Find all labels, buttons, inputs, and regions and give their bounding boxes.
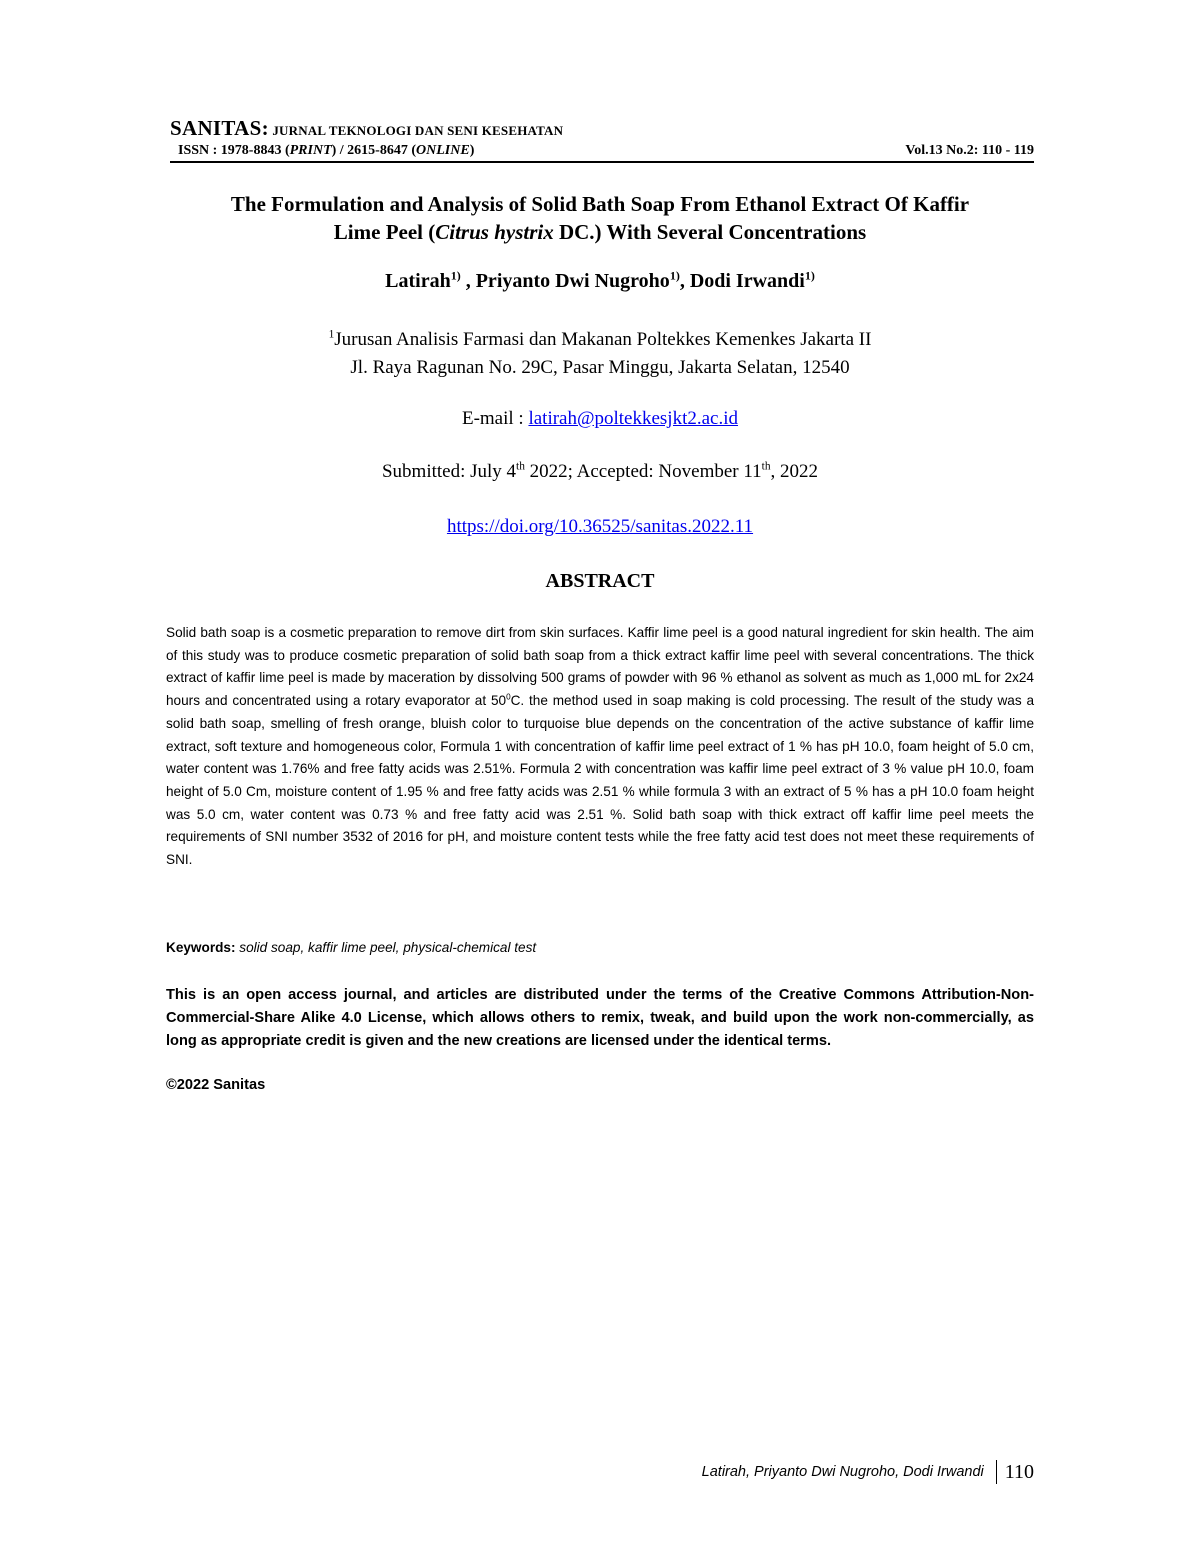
paper-title: [150, 190, 1050, 246]
affiliation-sup: 1: [328, 328, 335, 341]
issn: [178, 143, 474, 159]
issn-row: [170, 143, 1034, 159]
email-label: E-mail :: [461, 408, 529, 429]
journal-name: SANITAS:: [170, 116, 269, 140]
license-statement: This is an open access journal, and articles are distributed under the terms of the Creative Commons Attribution-Non-Commercial-Share Alike 4.0 License, which allows others to remix, tweak, and build upon the work non-commercially, as long as appropriate credit is given and the new creations are licensed under the identical terms.: [166, 987, 1034, 1049]
doi-link[interactable]: https://doi.org/10.36525/sanitas.2022.11: [446, 516, 754, 537]
doi-line: [150, 516, 1050, 538]
author-3-sup: 1): [804, 268, 815, 283]
footer-authors: Latirah, Priyanto Dwi Nugroho, Dodi Irwandi: [701, 1464, 984, 1480]
author-2: Priyanto Dwi Nugroho: [475, 270, 670, 292]
author-1-sup: 1): [450, 268, 461, 283]
issn-print: ISSN : 1978-8843 (: [178, 143, 290, 158]
author-1: Latirah: [385, 270, 451, 292]
journal-subtitle: JURNAL TEKNOLOGI DAN SENI KESEHATAN: [268, 123, 564, 138]
abstract-body: [166, 622, 1034, 872]
author-sep-1: ,: [460, 270, 476, 292]
affiliation: [150, 326, 1050, 382]
abstract-heading: ABSTRACT: [545, 570, 655, 592]
header-divider: [170, 161, 1034, 163]
journal-header: [170, 116, 1034, 163]
submission-dates: [150, 461, 1050, 483]
page-number: 110: [1004, 1460, 1034, 1483]
journal-title-line: [170, 116, 1034, 141]
author-2-sup: 1): [669, 268, 680, 283]
authors: [150, 270, 1050, 293]
title-line-2-end: DC.) With Several Concentrations: [553, 220, 867, 244]
accepted-date: 2022; Accepted: November 11: [524, 461, 762, 482]
page-footer: [702, 1460, 1034, 1484]
accepted-year: , 2022: [770, 461, 819, 482]
affiliation-address: Jl. Raya Ragunan No. 29C, Pasar Minggu, Jakarta Selatan, 12540: [350, 357, 850, 378]
email-link[interactable]: latirah@poltekkesjkt2.ac.id: [528, 408, 739, 429]
email-line: [150, 408, 1050, 430]
abstract-text-2: C. the method used in soap making is cold processing. The result of the study was a solid bath soap, smelling of fresh orange, bluish color to turquoise blue depends on the concentration of the active substance of kaffir lime extract, soft texture and homogeneous color, Formula 1 with concentration of kaffir lime peel extract of 1 % has pH 10.0, foam height of 5.0 cm, water content was 1.76% and free fatty acids was 2.51%. Formula 2 with concentration was kaffir lime peel extract of 3 % value pH 10.0, foam height of 5.0 Cm, moisture content of 1.95 % and free fatty acids was 2.51 % while formula 3 with an extract of 5 % has a pH 10.0 foam height was 5.0 cm, water content was 0.73 % and free fatty acid was 2.51 %. Solid bath soap with thick extract off kaffir lime peel meets the requirements of SNI number 3532 of 2016 for pH, and moisture content tests while the free fatty acid test does not meet these requirements of SNI.: [166, 693, 1034, 868]
keywords: [166, 940, 1034, 955]
volume-info: Vol.13 No.2: 110 - 119: [905, 143, 1034, 158]
submitted-date: Submitted: July 4: [381, 461, 517, 482]
submitted-sup: th: [516, 460, 525, 473]
title-line-1: The Formulation and Analysis of Solid Bath Soap From Ethanol Extract Of Kaffir: [230, 192, 970, 216]
accepted-sup: th: [761, 460, 771, 473]
title-species: Citrus hystrix: [435, 220, 554, 244]
online-label: ONLINE: [416, 143, 470, 158]
issn-close: ): [469, 143, 475, 158]
footer-divider: [996, 1460, 997, 1484]
author-3: Dodi Irwandi: [689, 270, 805, 292]
print-label: PRINT: [289, 143, 332, 158]
keywords-values: solid soap, kaffir lime peel, physical-chemical test: [235, 940, 537, 955]
abstract-text-1: Solid bath soap is a cosmetic preparation to remove dirt from skin surfaces. Kaffir lime peel is a good natural ingredient for skin health. The aim of this study was to produce cosmetic preparation of solid bath soap from a thick extract kaffir lime peel with several concentrations. The thick extract of kaffir lime peel is made by maceration by dissolving 500 grams of powder with 96 % ethanol as solvent as much as 1,000 mL for 2x24 hours and concentrated using a rotary evaporator at 50: [166, 625, 1034, 709]
title-line-2: Lime Peel (: [333, 220, 436, 244]
copyright: ©2022 Sanitas: [166, 1077, 266, 1093]
abstract-degree-sup: 0: [506, 692, 511, 702]
author-sep-2: ,: [679, 270, 690, 292]
keywords-label: Keywords:: [166, 940, 236, 955]
issn-separator: ) / 2615-8647 (: [331, 143, 417, 158]
affiliation-line-1: Jurusan Analisis Farmasi dan Makanan Poltekkes Kemenkes Jakarta II: [334, 329, 872, 350]
